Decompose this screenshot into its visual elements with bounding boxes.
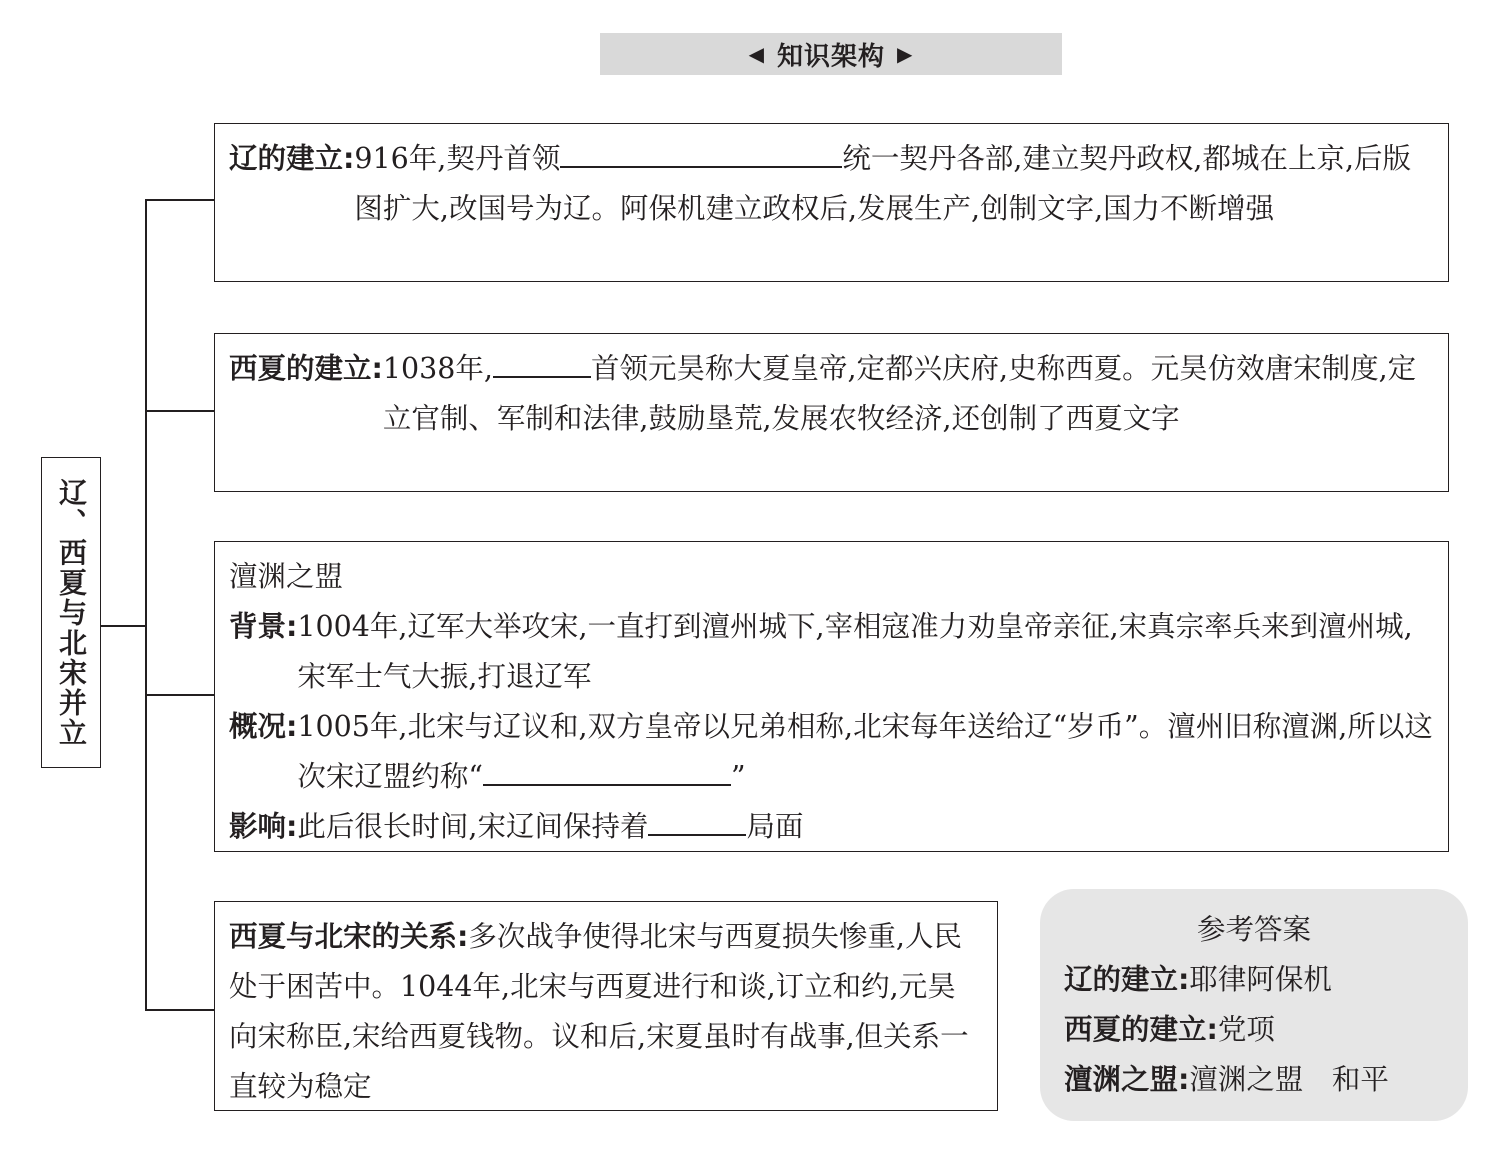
liao-text xyxy=(354,134,1434,234)
overview-label: 概况: xyxy=(229,710,298,743)
branch-relation xyxy=(145,1009,215,1011)
left-triangle-icon: ◀ xyxy=(748,42,765,66)
answer-label: 辽的建立: xyxy=(1064,963,1190,996)
chanyuan-heading: 澶渊之盟 xyxy=(229,560,344,593)
tree-trunk xyxy=(145,199,147,1010)
answer-item xyxy=(1064,955,1444,1005)
background-label: 背景: xyxy=(229,610,298,643)
answer-label: 西夏的建立: xyxy=(1064,1013,1218,1046)
xixia-text xyxy=(383,344,1434,444)
reference-answer-panel xyxy=(1040,889,1468,1121)
overview-blank[interactable] xyxy=(483,754,731,786)
chanyuan-box xyxy=(214,541,1449,852)
answer-item xyxy=(1064,1055,1444,1105)
effect-label: 影响: xyxy=(229,810,298,843)
branch-xixia xyxy=(145,410,215,412)
effect-blank[interactable] xyxy=(648,804,746,836)
background-text: 1004年,辽军大举攻宋,一直打到澶州城下,宰相寇准力劝皇帝亲征,宋真宗率兵来到澶州城,宋军士气大振,打退辽军 xyxy=(297,610,1413,693)
liao-text-part2: 统一契丹各部,建立契丹政权,都城在上京,后版图扩大,改国号为辽。阿保机建立政权后,发展生产,创制文字,国力不断增强 xyxy=(354,142,1412,225)
liao-label: 辽的建立: xyxy=(229,142,355,175)
xixia-label: 西夏的建立: xyxy=(229,352,383,385)
answer-item xyxy=(1064,1005,1444,1055)
branch-liao xyxy=(145,199,215,201)
overview-text xyxy=(297,702,1434,802)
liao-blank[interactable] xyxy=(560,136,842,168)
relation-text: 多次战争使得北宋与西夏损失惨重,人民处于困苦中。1044年,北宋与西夏进行和谈,订立和约,元昊向宋称臣,宋给西夏钱物。议和后,宋夏虽时有战事,但关系一直较为稳定 xyxy=(229,920,969,1103)
overview-text-part1: 1005年,北宋与辽议和,双方皇帝以兄弟相称,北宋每年送给辽“岁币”。澶州旧称澶渊,所以这次宋辽盟约称“ xyxy=(297,710,1433,793)
xixia-box xyxy=(214,333,1449,492)
xixia-text-part1: 1038年, xyxy=(382,352,493,385)
answer-label: 澶渊之盟: xyxy=(1064,1063,1190,1096)
xixia-text-part2: 首领元昊称大夏皇帝,定都兴庆府,史称西夏。元昊仿效唐宋制度,定立官制、军制和法律,鼓励垦荒,发展农牧经济,还创制了西夏文字 xyxy=(382,352,1417,435)
relation-content xyxy=(229,912,983,1112)
root-topic: 辽、西夏与北宋并立 xyxy=(41,457,101,768)
overview-text-part2: ” xyxy=(730,760,746,793)
effect-text xyxy=(297,802,803,852)
effect-text-part1: 此后很长时间,宋辽间保持着 xyxy=(297,810,649,843)
relation-label: 西夏与北宋的关系: xyxy=(229,920,469,953)
answer-value: 耶律阿保机 xyxy=(1189,963,1332,996)
xixia-blank[interactable] xyxy=(493,346,591,378)
section-banner xyxy=(600,33,1062,75)
effect-text-part2: 局面 xyxy=(746,810,804,843)
banner-title: 知识架构 xyxy=(776,41,885,72)
relation-box xyxy=(214,901,998,1111)
answer-value: 澶渊之盟 和平 xyxy=(1189,1063,1389,1096)
root-connector xyxy=(101,625,145,627)
liao-text-part1: 916年,契丹首领 xyxy=(354,142,561,175)
liao-box xyxy=(214,123,1449,282)
branch-chanyuan xyxy=(145,694,215,696)
answer-title: 参考答案 xyxy=(1196,913,1311,946)
answer-value: 党项 xyxy=(1217,1013,1275,1046)
right-triangle-icon: ▶ xyxy=(897,42,914,66)
